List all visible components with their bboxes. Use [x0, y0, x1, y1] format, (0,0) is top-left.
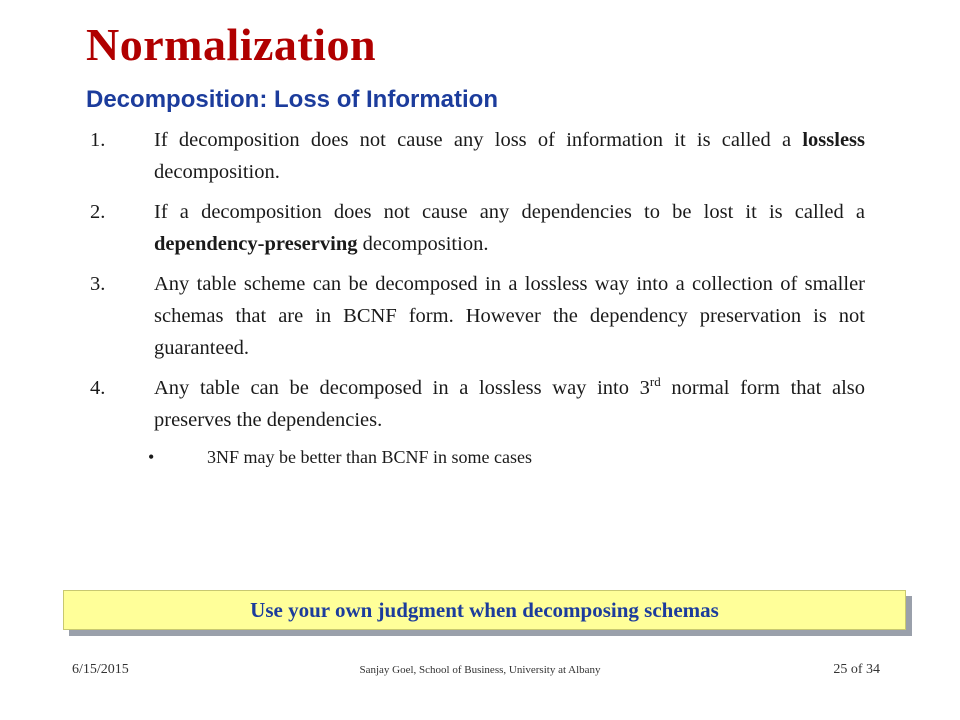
bullet-icon: • — [148, 447, 155, 467]
footer-author: Sanjay Goel, School of Business, University at Albany — [359, 664, 601, 676]
sub-bullet — [90, 444, 865, 470]
numbered-list — [90, 124, 865, 470]
item-text: Any table can be decomposed in a lossless way into 3 — [154, 377, 650, 399]
item-number: 1. — [90, 129, 106, 151]
item-superscript: rd — [649, 374, 661, 390]
callout-text: Use your own judgment when decomposing schemas — [250, 597, 719, 622]
list-item-4 — [90, 372, 865, 436]
item-text: If a decomposition does not cause any dependencies to be lost it is called a — [154, 201, 865, 223]
sub-bullet-text: 3NF may be better than BCNF in some cases — [207, 447, 532, 467]
item-text-end: decomposition. — [154, 161, 280, 183]
callout-box — [63, 590, 906, 630]
footer-page-number: 25 of 34 — [833, 662, 880, 677]
slide-title: Normalization — [86, 19, 377, 70]
item-number: 3. — [90, 273, 106, 295]
list-item-2 — [90, 196, 865, 260]
item-text-end: decomposition. — [357, 233, 489, 255]
item-text: If decomposition does not cause any loss of information it is called a — [154, 129, 803, 151]
slide-subtitle: Decomposition: Loss of Information — [86, 86, 498, 113]
item-text: Any table scheme can be decomposed in a lossless way into a collection of smaller schemas that are in BCNF form. However the dependency preservation is not guaranteed. — [154, 273, 865, 359]
footer-date: 6/15/2015 — [72, 662, 129, 677]
item-number: 2. — [90, 201, 106, 223]
item-text-end: normal form that also preserves the dependencies. — [154, 377, 865, 431]
item-bold-term: lossless — [802, 129, 865, 151]
item-number: 4. — [90, 377, 106, 399]
list-item-3 — [90, 268, 865, 364]
item-bold-term: dependency-preserving — [154, 233, 358, 255]
list-item-1 — [90, 124, 865, 188]
